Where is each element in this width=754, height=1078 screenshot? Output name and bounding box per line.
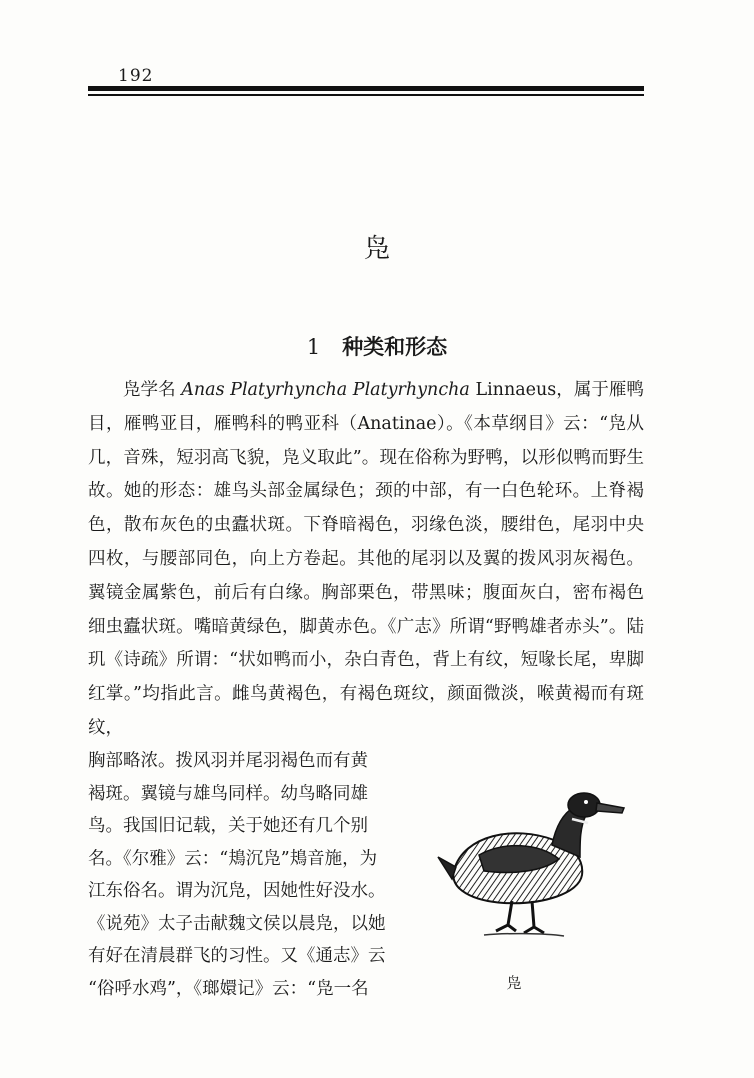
body-paragraph [88,374,644,746]
header-rule-thick [88,86,644,91]
section-number: 1 [306,335,321,359]
text-line: 名。《尔雅》云：“鳺沉凫”鳺音施，为 [88,848,378,869]
text-line: 《说苑》太子击献魏文侯以晨凫，以她 [88,913,386,934]
chapter-title: 凫 [363,234,390,264]
section-heading [0,331,754,361]
text-line: 鸟。我国旧记载，关于她还有几个别 [88,816,368,836]
figure-caption: 凫 [506,974,522,992]
paragraph-rest: Linnaeus，属于雁鸭目，雁鸭亚目，雁鸭科的鸭亚科（Anatinae）。《本草纲目》云：“凫从几，音殊，短羽高飞貌，凫义取此”。现在俗称为野鸭，以形似鸭而野生故。她的形态：雄鸟头部金属绿色；颈的中部，有一白色轮环。上脊褐色，散布灰色的虫蠹状斑。下脊暗褐色，羽缘色淡，腰绀色，尾羽中央四枚，与腰部同色，向上方卷起。其他的尾羽以及翼的拨风羽灰褐色。翼镜金属紫色，前后有白缘。胸部栗色，带黑味；腹面灰白，密布褐色细虫蠹状斑。嘴暗黄绿色，脚黄赤色。《广志》所谓“野鸭雄者赤头”。陆玑《诗疏》所谓：“状如鸭而小，杂白青色，背上有纹，短喙长尾，卑脚红掌。”均指此言。雌鸟黄褐色，有褐色斑纹，颜面微淡，喉黄褐而有斑纹， [88,380,644,738]
duck-illustration [434,775,634,945]
text-line: 江东俗名。谓为沉凫，因她性好没水。 [88,881,386,901]
text-line: 有好在清晨群飞的习性。又《通志》云 [88,946,386,966]
wrapped-text-column [88,745,410,1005]
header-rule-thin [88,94,644,96]
text-line: “俗呼水鸡”，《瑯嬛记》云：“凫一名 [88,978,369,999]
text-line: 胸部略浓。拨风羽并尾羽褐色而有黄 [88,751,368,771]
page-number: 192 [118,66,154,86]
section-title: 种类和形态 [342,334,448,359]
paragraph-intro: 凫学名 [123,380,182,400]
text-line: 褐斑。翼镜与雄鸟同样。幼鸟略同雄 [88,783,368,804]
latin-name: Anas Platyrhyncha Platyrhyncha [181,380,470,400]
